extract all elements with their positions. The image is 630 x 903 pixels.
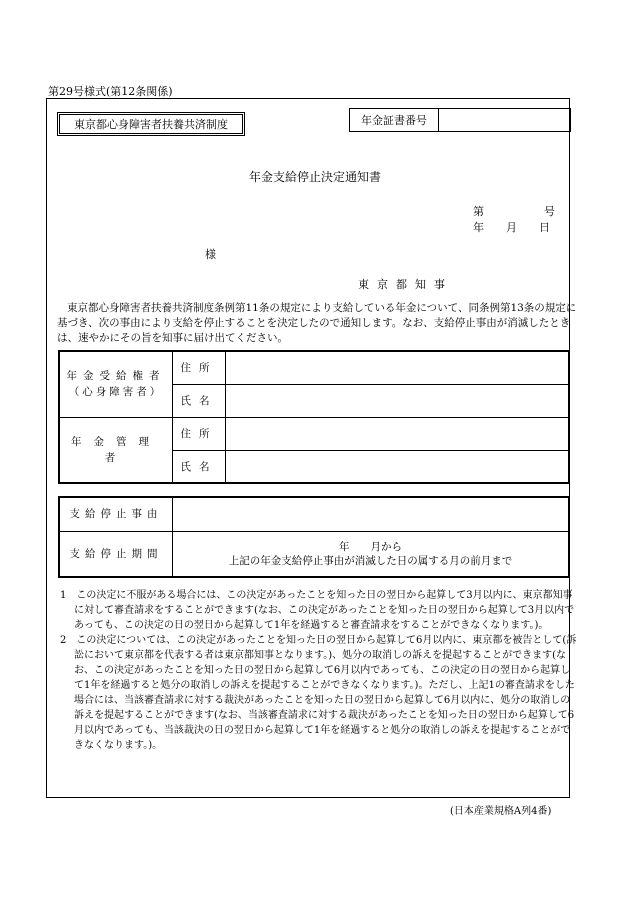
- manager-address-field[interactable]: [226, 417, 570, 450]
- number-suffix: 号: [544, 205, 555, 218]
- number-prefix: 第: [473, 205, 484, 218]
- pension-cert-value[interactable]: [439, 109, 570, 131]
- reason-label: 支給停止事由: [59, 497, 173, 531]
- recipient-address-field[interactable]: [226, 351, 570, 384]
- recipient-address-label: 住所: [173, 351, 226, 384]
- recipient-name-field[interactable]: [226, 384, 570, 417]
- issuer: 東京都知事: [358, 278, 453, 291]
- period-label: 支給停止期間: [59, 531, 173, 577]
- reason-field[interactable]: [173, 497, 570, 531]
- period-field[interactable]: [173, 531, 570, 577]
- paper-size-note: (日本産業規格A列4番): [450, 806, 552, 817]
- note-2: 2 この決定については、この決定があったことを知った日の翌日から起算して6月以内に、東京都を被告として(訴訟において東京都を代表する者は東京都知事となります。)、処分の取消しの訴えを提起することができます(なお、この決定があったことを知った日の翌日から起算して6月以内であっても、この決定の日の翌日から起算して1年を経過すると処分の取消しの訴えを提起することができなくなります。)。ただし、上記1の審査請求をした場合には、当該審査請求に対する裁決があったことを知った日の翌日から起算して6月以内に、処分の取消しの訴えを提起することができます(なお、当該審査請求に対する裁決があったことを知った日の翌日から起算して6月以内であっても、当該裁決の日の翌日から起算して1年を経過すると処分の取消しの訴えを提起することができなくなります。)。: [60, 635, 577, 751]
- suspension-table: [58, 496, 570, 578]
- manager-name-field[interactable]: [226, 450, 570, 483]
- period-line-1: 年 月から: [339, 540, 402, 553]
- manager-label: 年金管理者: [59, 417, 173, 483]
- note-1: 1 この決定に不服がある場合には、この決定があったことを知った日の翌日から起算して3月以内に、東京都知事に対して審査請求をすることができます(なお、この決定があったことを知った日の翌日から起算して3月以内であっても、この決定の日の翌日から起算して1年を経過すると審査請求をすることができなくなります。)。: [60, 590, 575, 631]
- form-number: 第29号様式(第12条関係): [48, 85, 173, 98]
- manager-address-label: 住所: [173, 417, 226, 450]
- document-title: 年金支給停止決定通知書: [248, 170, 381, 184]
- recipient-label-cell: [59, 351, 173, 417]
- issue-date: 年 月 日: [473, 221, 550, 234]
- recipient-name-label: 氏名: [173, 384, 226, 417]
- notes: [60, 588, 580, 753]
- period-line-2: 上記の年金支給停止事由が消滅した日の属する月の前月まで: [228, 554, 513, 567]
- recipient-suffix: 様: [205, 248, 216, 261]
- recipient-table: [58, 350, 570, 484]
- recipient-label: 年金受給権者: [66, 370, 166, 383]
- system-name-box: [57, 112, 245, 136]
- pension-cert-label: 年金証書番号: [350, 109, 439, 131]
- body-text: 東京都心身障害者扶養共済制度条例第11条の規定により支給している年金について、同条例第13条の規定に基づき、次の事由により支給を停止することを決定したので通知します。なお、支給停止事由が消滅したときは、速やかにその旨を知事に届け出てください。: [57, 302, 577, 344]
- pension-cert-box: [349, 108, 571, 132]
- system-name: 東京都心身障害者扶養共済制度: [74, 118, 228, 131]
- manager-name-label: 氏名: [173, 450, 226, 483]
- recipient-label-sub: （心身障害者）: [68, 386, 164, 399]
